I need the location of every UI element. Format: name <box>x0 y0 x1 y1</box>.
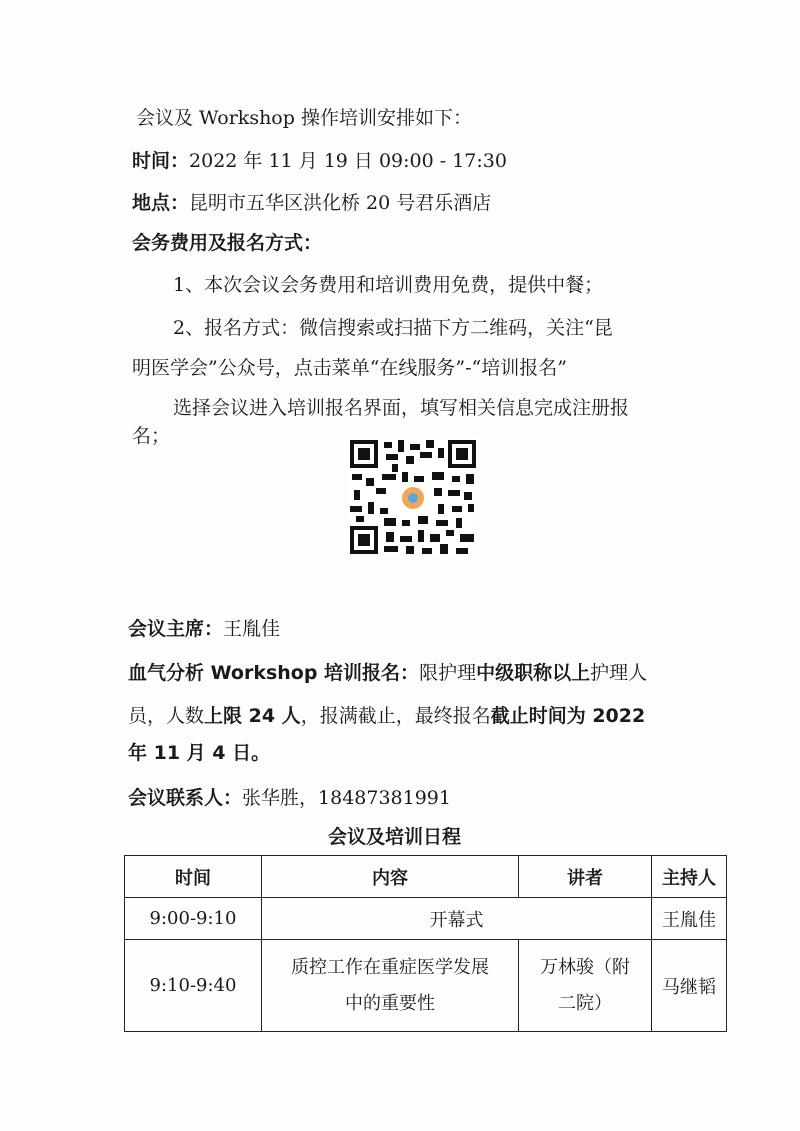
item-2-line-1: 2、报名方式：微信搜索或扫描下方二维码，关注“昆 <box>173 317 613 339</box>
workshop-text-2a: 员，人数 <box>128 705 205 727</box>
row-2-speaker-line-1: 万林骏（附 <box>540 956 630 978</box>
chair-label: 会议主席： <box>128 618 224 640</box>
schedule-title: 会议及培训日程 <box>328 826 462 848</box>
fee-heading: 会务费用及报名方式： <box>132 232 323 254</box>
workshop-label: 血气分析 Workshop 培训报名： <box>128 662 420 684</box>
row-2-host: 马继韬 <box>652 940 727 1032</box>
table-row <box>125 940 727 1032</box>
row-2-content-line-2: 中的重要性 <box>345 992 435 1014</box>
row-1-time: 9:00-9:10 <box>125 898 262 940</box>
header-time: 时间 <box>125 856 262 898</box>
workshop-line-1 <box>128 661 647 685</box>
time-label: 时间： <box>132 150 190 172</box>
row-1-content: 开幕式 <box>262 898 652 940</box>
item-1: 1、本次会议会务费用和培训费用免费，提供中餐； <box>173 274 604 296</box>
item-3-line-1: 选择会议进入培训报名界面，填写相关信息完成注册报 <box>173 397 630 419</box>
contact-value: 张华胜，18487381991 <box>242 787 451 809</box>
time-value: 2022 年 11 月 19 日 09:00 - 17:30 <box>189 150 507 172</box>
header-content: 内容 <box>262 856 519 898</box>
table-row <box>125 898 727 940</box>
contact-label: 会议联系人： <box>128 787 243 809</box>
workshop-line-3: 年 11 月 4 日。 <box>128 742 271 764</box>
row-2-speaker <box>519 940 652 1032</box>
chair-value: 王胤佳 <box>223 618 281 640</box>
venue-row <box>132 191 491 215</box>
row-2-content-line-1: 质控工作在重症医学发展 <box>291 956 489 978</box>
contact-row <box>128 786 451 810</box>
qr-code[interactable] <box>348 438 478 556</box>
item-2-line-2: 明医学会”公众号，点击菜单“在线服务”-“培训报名” <box>132 357 567 379</box>
row-2-speaker-line-2: 二院） <box>558 992 612 1014</box>
workshop-line-2 <box>128 704 645 728</box>
row-2-content <box>262 940 519 1032</box>
venue-value: 昆明市五华区洪化桥 20 号君乐酒店 <box>189 192 492 214</box>
workshop-text-1c: 护理人 <box>590 662 648 684</box>
item-3-line-2: 名； <box>132 425 171 447</box>
time-row <box>132 149 507 173</box>
workshop-text-2d: 截止时间为 2022 <box>490 705 646 727</box>
intro-text: 会议及 Workshop 操作培训安排如下： <box>136 107 472 129</box>
venue-label: 地点： <box>132 192 190 214</box>
workshop-text-1b: 中级职称以上 <box>476 662 591 684</box>
row-1-host: 王胤佳 <box>652 898 727 940</box>
chair-row <box>128 617 280 641</box>
header-speaker: 讲者 <box>519 856 652 898</box>
header-host: 主持人 <box>652 856 727 898</box>
workshop-text-1a: 限护理 <box>419 662 477 684</box>
workshop-text-2b: 上限 24 人 <box>204 705 301 727</box>
schedule-header-row <box>125 856 727 898</box>
row-2-time: 9:10-9:40 <box>125 940 262 1032</box>
workshop-text-2c: ，报满截止，最终报名 <box>300 705 491 727</box>
schedule-table <box>124 855 727 1032</box>
